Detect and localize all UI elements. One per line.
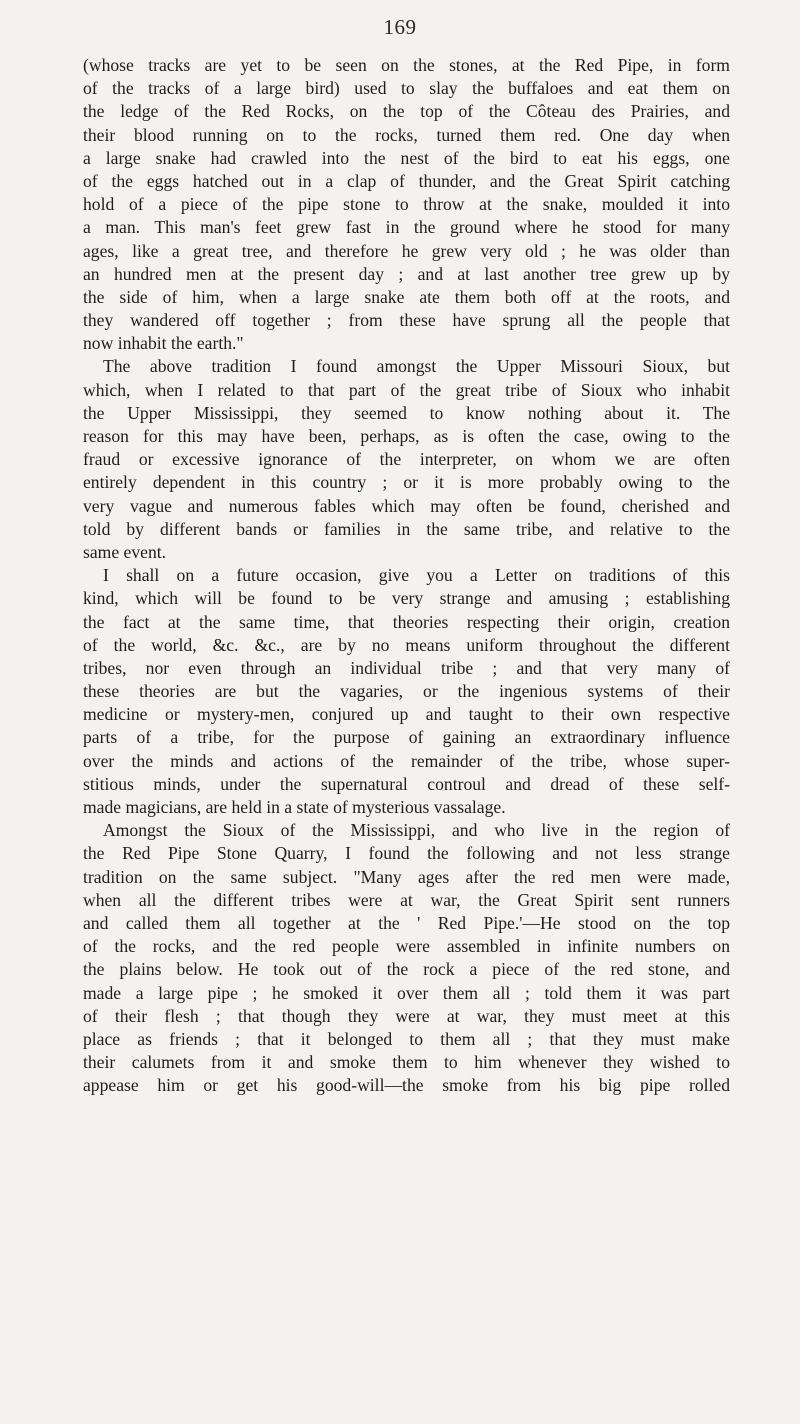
text-line: the side of him, when a large snake ate them both off at the roots, and (83, 286, 730, 307)
text-line: the Red Pipe Stone Quarry, I found the following and not less strange (83, 843, 730, 864)
text-line: kind, which will be found to be very strange and amusing ; establishing (83, 588, 730, 609)
text-line: appease him or get his good-will—the smoke from his big pipe rolled (83, 1075, 730, 1096)
text-line: told by different bands or families in the same tribe, and relative to the (83, 518, 730, 539)
text-line: hold of a piece of the pipe stone to throw at the snake, moulded it into (83, 194, 730, 215)
text-line: place as friends ; that it belonged to them all ; that they must make (83, 1028, 730, 1049)
text-line: the fact at the same time, that theories respecting their origin, creation (83, 611, 730, 632)
text-line: ages, like a great tree, and therefore he grew very old ; he was older than (83, 240, 730, 261)
text-line: of the eggs hatched out in a clap of thunder, and the Great Spirit catching (83, 170, 730, 191)
text-line: now inhabit the earth." (83, 333, 244, 354)
text-line: reason for this may have been, perhaps, as is often the case, owing to the (83, 426, 730, 446)
text-line: medicine or mystery-men, conjured up and taught to their own respective (83, 704, 730, 725)
text-line: very vague and numerous fables which may often be found, cherished and (83, 495, 730, 516)
text-line: same event. (83, 541, 167, 562)
text-line: fraud or excessive ignorance of the interpreter, on whom we are often (83, 449, 730, 470)
body-text (83, 54, 730, 1097)
text-line: over the minds and actions of the remainder of the tribe, whose super- (83, 750, 730, 771)
text-line: they wandered off together ; from these have sprung all the people that (83, 310, 730, 331)
text-line: made a large pipe ; he smoked it over them all ; told them it was part (83, 982, 730, 1003)
text-line: when all the different tribes were at war, the Great Spirit sent runners (83, 889, 730, 910)
text-line: of the world, &c. &c., are by no means uniform throughout the different (83, 634, 730, 655)
text-line: tribes, nor even through an individual tribe ; and that very many of (83, 657, 730, 678)
text-line: their blood running on to the rocks, turned them red. One day when (83, 124, 730, 145)
text-line: these theories are but the vagaries, or the ingenious systems of their (83, 681, 730, 702)
text-line: tradition on the same subject. "Many ages after the red men were made, (83, 866, 730, 887)
text-line: which, when I related to that part of the great tribe of Sioux who inhabit (83, 379, 730, 400)
text-line: of their flesh ; that though they were at war, they must meet at this (83, 1005, 730, 1026)
text-line: The above tradition I found amongst the Upper Missouri Sioux, but (103, 356, 730, 377)
text-line: parts of a tribe, for the purpose of gaining an extraordinary influence (83, 727, 730, 748)
text-line: entirely dependent in this country ; or it is more probably owing to the (83, 472, 730, 493)
text-line: the Upper Mississippi, they seemed to know nothing about it. The (83, 402, 730, 423)
text-line: and called them all together at the ' Red Pipe.'—He stood on the top (83, 912, 730, 933)
text-line: the plains below. He took out of the rock a piece of the red stone, and (83, 959, 730, 980)
text-line: a large snake had crawled into the nest of the bird to eat his eggs, one (83, 147, 730, 168)
text-line: (whose tracks are yet to be seen on the stones, at the Red Pipe, in form (83, 55, 730, 75)
text-line: of the rocks, and the red people were assembled in infinite numbers on (83, 936, 730, 957)
text-line: Amongst the Sioux of the Mississippi, and who live in the region of (103, 820, 730, 841)
page-number: 169 (383, 15, 417, 39)
text-line: the ledge of the Red Rocks, on the top of the Côteau des Prairies, and (83, 101, 730, 122)
text-line: of the tracks of a large bird) used to slay the buffaloes and eat them on (83, 78, 730, 99)
text-line: a man. This man's feet grew fast in the ground where he stood for many (83, 217, 730, 238)
text-line: stitious minds, under the supernatural controul and dread of these self- (83, 773, 730, 794)
text-line: I shall on a future occasion, give you a Letter on traditions of this (103, 565, 730, 586)
text-line: an hundred men at the present day ; and at last another tree grew up by (83, 263, 730, 284)
text-line: their calumets from it and smoke them to him whenever they wished to (83, 1052, 730, 1073)
text-line: made magicians, are held in a state of mysterious vassalage. (83, 797, 506, 817)
